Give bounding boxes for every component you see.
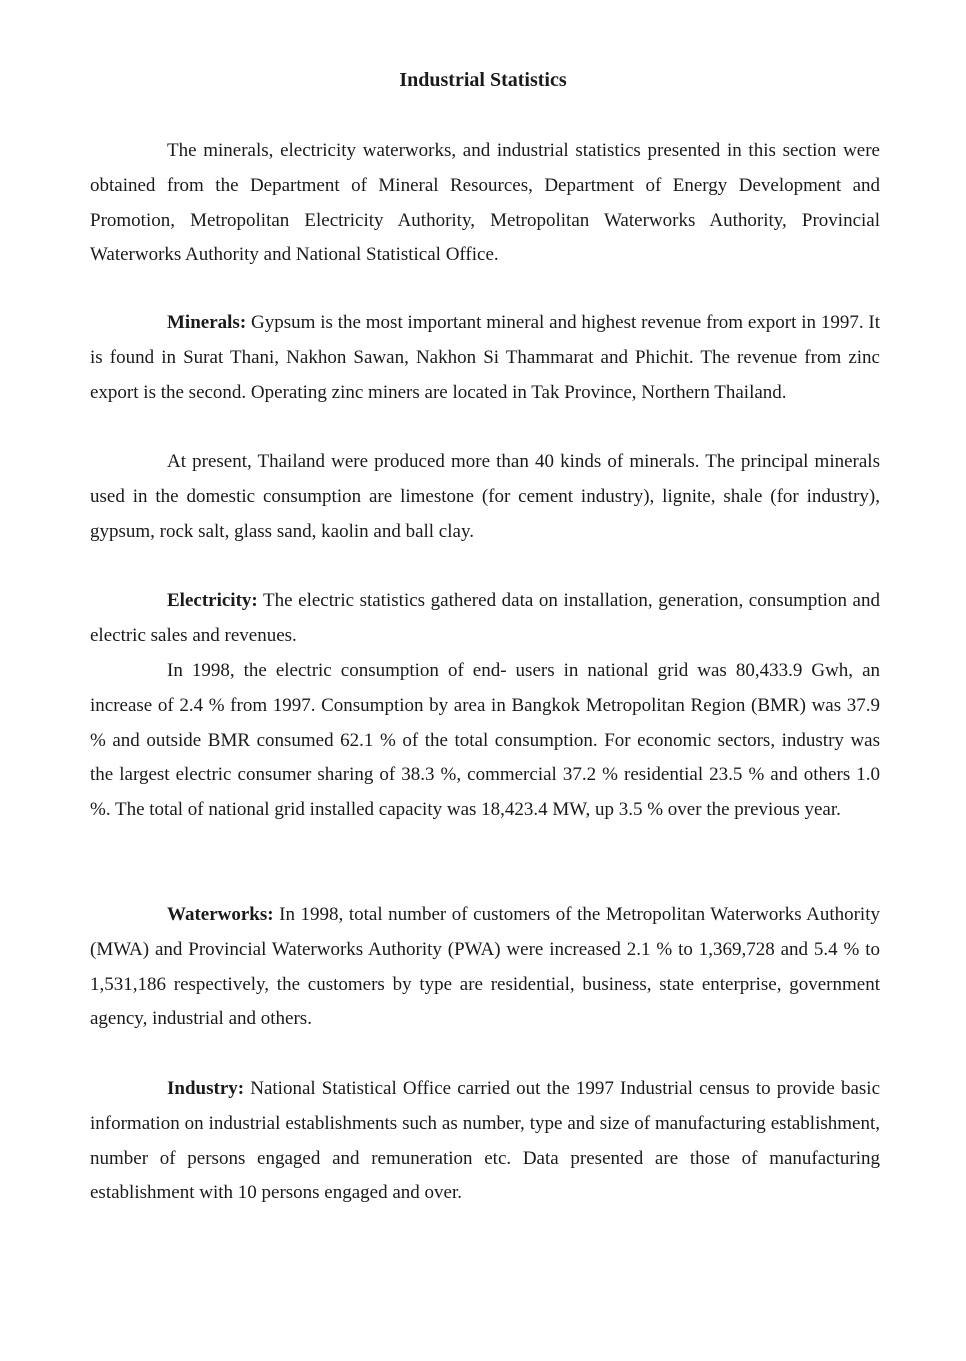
electricity-paragraph <box>90 584 880 654</box>
electricity-text: The electric statistics gathered data on installation, generation, consumption and electric sales and revenues. <box>90 590 880 646</box>
minerals-heading: Minerals: <box>167 312 247 333</box>
electricity-heading: Electricity: <box>167 590 258 611</box>
minerals-text: Gypsum is the most important mineral and highest revenue from export in 1997. It is found in Surat Thani, Nakhon Sawan, Nakhon Si Thammarat and Phichit. The revenue from zinc export is the second. Operating zinc miners are located in Tak Province, Northern Thailand. <box>90 312 881 403</box>
minerals-paragraph-2: At present, Thailand were produced more than 40 kinds of minerals. The principal minerals used in the domestic consumption are limestone (for cement industry), lignite, shale (for industry), gypsum, rock salt, glass sand, kaolin and ball clay. <box>90 451 880 542</box>
minerals-paragraph <box>90 306 880 410</box>
electricity-paragraph-2: In 1998, the electric consumption of end- users in national grid was 80,433.9 Gwh, an increase of 2.4 % from 1997. Consumption by area in Bangkok Metropolitan Region (BMR) was 37.9 % and outside BMR consumed 62.1 % of the total consumption. For economic sectors, industry was the largest electric consumer sharing of 38.3 %, commercial 37.2 % residential 23.5 % and others 1.0 %. The total of national grid installed capacity was 18,423.4 MW, up 3.5 % over the previous year. <box>90 660 880 821</box>
waterworks-heading: Waterworks: <box>167 904 274 925</box>
page-title: Industrial Statistics <box>399 69 567 91</box>
waterworks-text: In 1998, total number of customers of the Metropolitan Waterworks Authority (MWA) and Provincial Waterworks Authority (PWA) were increased 2.1 % to 1,369,728 and 5.4 % to 1,531,186 respectively, the customers by type are residential, business, state enterprise, government agency, industrial and others. <box>90 904 880 1030</box>
industry-text: National Statistical Office carried out the 1997 Industrial census to provide basic information on industrial establishments such as number, type and size of manufacturing establishment, number of persons engaged and remuneration etc. Data presented are those of manufacturing establishment with 10 persons engaged and over. <box>90 1078 880 1204</box>
intro-paragraph: The minerals, electricity waterworks, and industrial statistics presented in this section were obtained from the Department of Mineral Resources, Department of Energy Development and Promotion, Metropolitan Electricity Authority, Metropolitan Waterworks Authority, Provincial Waterworks Authority and National Statistical Office. <box>90 140 880 266</box>
industry-paragraph <box>90 1072 880 1211</box>
industry-heading: Industry: <box>167 1078 245 1099</box>
waterworks-paragraph <box>90 898 880 1037</box>
